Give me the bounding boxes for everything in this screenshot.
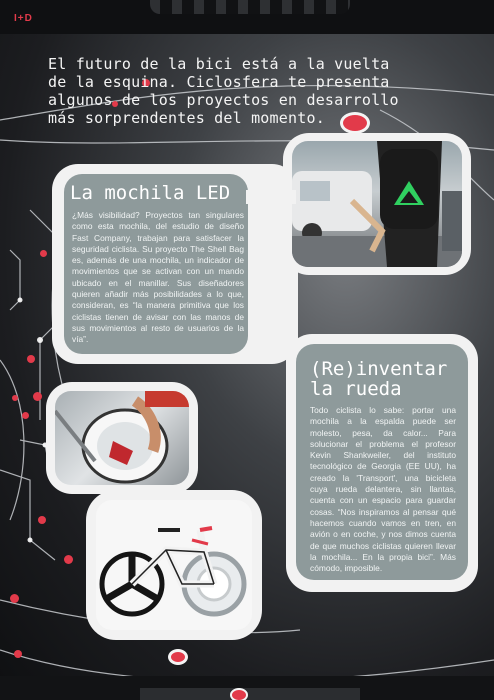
intro-line: El futuro de la bici está a la vuelta	[48, 55, 390, 73]
mochila-connector	[246, 190, 296, 204]
intro-line: más sorprendentes del momento.	[48, 109, 325, 127]
intro-line: algunos de los proyectos en desarrollo	[48, 91, 399, 109]
section-label: I+D	[14, 13, 33, 24]
red-dot	[38, 516, 46, 524]
wheel-hand-illustration	[55, 391, 189, 485]
intro-text	[48, 55, 399, 127]
red-dot	[10, 594, 19, 603]
red-dot	[12, 395, 18, 401]
rueda-title-line1: (Re)inventar	[310, 358, 448, 380]
bicycle-illustration	[96, 500, 252, 630]
bicycle-photo	[96, 500, 252, 630]
backpack-photo-illustration	[292, 141, 462, 267]
red-dot	[33, 392, 42, 401]
mochila-title: La mochila LED	[70, 182, 231, 204]
wheel-hand-photo	[55, 391, 189, 485]
rueda-body: Todo ciclista lo sabe: portar una mochila a la espalda puede ser molesto, pesa, da calor... Para solucionar el problema el profesor Kevin Shankweiler, del instituto tecnológico de Georgia (EE UU), ha creado la 'Transport', una bicicleta cuya rueda delantera, sin llantas, cuenta con un espacio para guardar cosas. “Nos inspiramos al pensar qué hacemos cuando vamos en tren, en avión o en coche, y nos dimos cuenta de que muchos ciclistas quieren llevar la mochila... En la propia bici”. Más cómodo, imposible.	[310, 405, 456, 574]
rueda-title-line2: la rueda	[310, 378, 402, 400]
mochila-body: ¿Más visibilidad? Proyectos tan singulares como esta mochila, del estudio de diseño Fast Company, trabajan para satisfacer la seguridad ciclista. Su proyecto The Shell Bag es, además de una mochila, un indicador de movimientos que se activan con un mando ubicado en el manillar. Sus diseñadores quieren añadir más posibilidades a lo que, consideran, es “la manera primitiva que los ciclistas tienen de avisar con las manos de sus movimientos al resto de usuarios de la vía”.	[72, 210, 244, 345]
intro-line: de la esquina. Ciclosfera te presenta	[48, 73, 390, 91]
red-dot	[22, 412, 29, 419]
red-dot	[40, 250, 47, 257]
rueda-card	[296, 344, 468, 580]
red-dot	[168, 649, 188, 665]
red-dot	[14, 650, 22, 658]
red-dot	[64, 555, 73, 564]
red-dot	[27, 355, 35, 363]
red-dot	[230, 688, 248, 700]
backpack-photo	[292, 141, 462, 267]
mochila-card	[64, 174, 248, 354]
